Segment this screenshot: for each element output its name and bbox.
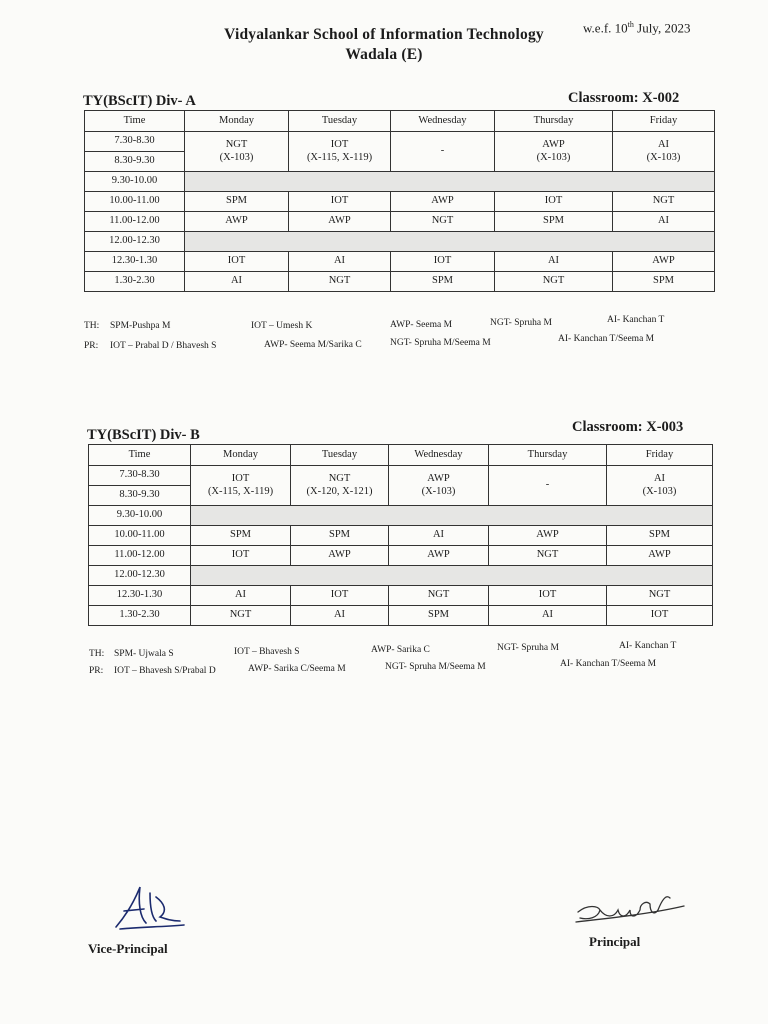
break-cell	[185, 232, 715, 252]
schedule-cell: IOT (X-115, X-119)	[191, 466, 291, 506]
time-cell: 8.30-9.30	[89, 486, 191, 506]
div-b-title: TY(BScIT) Div- B	[87, 427, 200, 443]
break-cell	[191, 506, 713, 526]
col-time: Time	[85, 111, 185, 132]
legend-item: IOT – Umesh K	[251, 321, 313, 331]
schedule-cell: SPM	[391, 272, 495, 292]
table-row	[89, 606, 713, 626]
schedule-cell: AWP	[613, 252, 715, 272]
legend-item: IOT – Bhavesh S/Prabal D	[114, 666, 216, 676]
div-a-classroom: Classroom: X-002	[568, 90, 680, 106]
schedule-cell: AI	[489, 606, 607, 626]
schedule-cell: AI	[289, 252, 391, 272]
schedule-cell: SPM	[185, 192, 289, 212]
time-cell: 12.30-1.30	[85, 252, 185, 272]
schedule-cell: NGT	[613, 192, 715, 212]
col-tuesday: Tuesday	[291, 445, 389, 466]
schedule-cell: AI (X-103)	[613, 132, 715, 172]
break-cell	[185, 172, 715, 192]
schedule-cell: SPM	[291, 526, 389, 546]
col-thursday: Thursday	[489, 445, 607, 466]
schedule-cell: NGT	[389, 586, 489, 606]
div-a-title: TY(BScIT) Div- A	[83, 93, 196, 109]
schedule-cell: SPM	[191, 526, 291, 546]
vice-principal-label: Vice-Principal	[88, 941, 168, 956]
school-name-line1: Vidyalankar School of Information Technology	[224, 26, 544, 43]
schedule-cell: AI	[185, 272, 289, 292]
time-cell: 11.00-12.00	[89, 546, 191, 566]
table-row	[85, 212, 715, 232]
schedule-cell: NGT	[489, 546, 607, 566]
schedule-cell: AI	[495, 252, 613, 272]
schedule-cell: AWP	[389, 546, 489, 566]
schedule-cell: SPM	[607, 526, 713, 546]
schedule-cell: AWP	[185, 212, 289, 232]
break-row	[85, 172, 715, 192]
time-cell: 10.00-11.00	[85, 192, 185, 212]
break-row	[89, 566, 713, 586]
schedule-cell: AWP (X-103)	[389, 466, 489, 506]
effective-date: w.e.f. 10th July, 2023	[583, 20, 691, 36]
time-cell: 7.30-8.30	[85, 132, 185, 152]
schedule-cell: IOT (X-115, X-119)	[289, 132, 391, 172]
schedule-cell: IOT	[191, 546, 291, 566]
th-label: TH:	[89, 649, 105, 659]
legend-item: AI- Kanchan T	[619, 641, 677, 651]
legend-item: NGT- Spruha M/Seema M	[385, 662, 486, 672]
principal-label: Principal	[589, 934, 641, 949]
table-row	[89, 526, 713, 546]
schedule-cell: IOT	[607, 606, 713, 626]
col-monday: Monday	[185, 111, 289, 132]
schedule-cell: AWP	[291, 546, 389, 566]
div-a-timetable	[84, 110, 715, 292]
table-row	[85, 252, 715, 272]
pr-label: PR:	[89, 666, 104, 676]
table-row	[85, 132, 715, 152]
schedule-cell: AWP	[489, 526, 607, 546]
time-cell: 10.00-11.00	[89, 526, 191, 546]
time-cell: 7.30-8.30	[89, 466, 191, 486]
time-cell: 8.30-9.30	[85, 152, 185, 172]
legend-item: NGT- Spruha M	[497, 643, 559, 653]
col-wednesday: Wednesday	[391, 111, 495, 132]
break-cell	[191, 566, 713, 586]
schedule-cell: AWP	[391, 192, 495, 212]
schedule-cell: AI	[389, 526, 489, 546]
legend-item: AI- Kanchan T	[607, 315, 665, 325]
table-row	[85, 272, 715, 292]
schedule-cell: SPM	[495, 212, 613, 232]
legend-item: IOT – Prabal D / Bhavesh S	[110, 341, 217, 351]
schedule-cell: -	[391, 132, 495, 172]
schedule-cell: IOT	[489, 586, 607, 606]
col-monday: Monday	[191, 445, 291, 466]
schedule-cell: IOT	[391, 252, 495, 272]
schedule-cell: NGT	[391, 212, 495, 232]
time-cell: 9.30-10.00	[89, 506, 191, 526]
legend-item: AWP- Sarika C	[371, 645, 430, 655]
schedule-cell: AI (X-103)	[607, 466, 713, 506]
schedule-cell: NGT (X-103)	[185, 132, 289, 172]
legend-item: AWP- Sarika C/Seema M	[248, 664, 346, 674]
table-row	[89, 466, 713, 486]
break-row	[85, 232, 715, 252]
time-cell: 12.00-12.30	[89, 566, 191, 586]
col-tuesday: Tuesday	[289, 111, 391, 132]
legend-item: AWP- Seema M	[390, 320, 453, 330]
vice-principal-signature	[110, 883, 190, 935]
school-location: Wadala (E)	[345, 46, 423, 63]
legend-item: AI- Kanchan T/Seema M	[558, 334, 655, 344]
schedule-cell: -	[489, 466, 607, 506]
table-row	[85, 192, 715, 212]
time-cell: 9.30-10.00	[85, 172, 185, 192]
schedule-cell: SPM	[389, 606, 489, 626]
legend-item: NGT- Spruha M/Seema M	[390, 338, 491, 348]
time-cell: 1.30-2.30	[85, 272, 185, 292]
break-row	[89, 506, 713, 526]
time-cell: 12.30-1.30	[89, 586, 191, 606]
div-b-timetable	[88, 444, 713, 626]
legend-item: AI- Kanchan T/Seema M	[560, 659, 657, 669]
schedule-cell: AWP	[289, 212, 391, 232]
schedule-cell: AWP	[607, 546, 713, 566]
schedule-cell: AI	[613, 212, 715, 232]
schedule-cell: IOT	[291, 586, 389, 606]
schedule-cell: IOT	[495, 192, 613, 212]
pr-label: PR:	[84, 341, 99, 351]
principal-signature	[570, 888, 690, 934]
schedule-cell: IOT	[289, 192, 391, 212]
time-cell: 1.30-2.30	[89, 606, 191, 626]
col-thursday: Thursday	[495, 111, 613, 132]
schedule-cell: NGT (X-120, X-121)	[291, 466, 389, 506]
legend-item: AWP- Seema M/Sarika C	[264, 340, 362, 350]
schedule-cell: AI	[291, 606, 389, 626]
table-row	[89, 546, 713, 566]
header-row	[89, 445, 713, 466]
schedule-cell: NGT	[607, 586, 713, 606]
col-wednesday: Wednesday	[389, 445, 489, 466]
time-cell: 12.00-12.30	[85, 232, 185, 252]
table-row	[89, 586, 713, 606]
schedule-cell: NGT	[289, 272, 391, 292]
legend-item: IOT – Bhavesh S	[234, 647, 300, 657]
legend-item: NGT- Spruha M	[490, 318, 552, 328]
time-cell: 11.00-12.00	[85, 212, 185, 232]
schedule-cell: NGT	[495, 272, 613, 292]
legend-item: SPM- Ujwala S	[114, 649, 174, 659]
col-friday: Friday	[607, 445, 713, 466]
schedule-cell: IOT	[185, 252, 289, 272]
col-friday: Friday	[613, 111, 715, 132]
schedule-cell: NGT	[191, 606, 291, 626]
schedule-cell: SPM	[613, 272, 715, 292]
header-row	[85, 111, 715, 132]
div-b-classroom: Classroom: X-003	[572, 419, 684, 435]
th-label: TH:	[84, 321, 100, 331]
legend-item: SPM-Pushpa M	[110, 321, 171, 331]
col-time: Time	[89, 445, 191, 466]
schedule-cell: AI	[191, 586, 291, 606]
schedule-cell: AWP (X-103)	[495, 132, 613, 172]
